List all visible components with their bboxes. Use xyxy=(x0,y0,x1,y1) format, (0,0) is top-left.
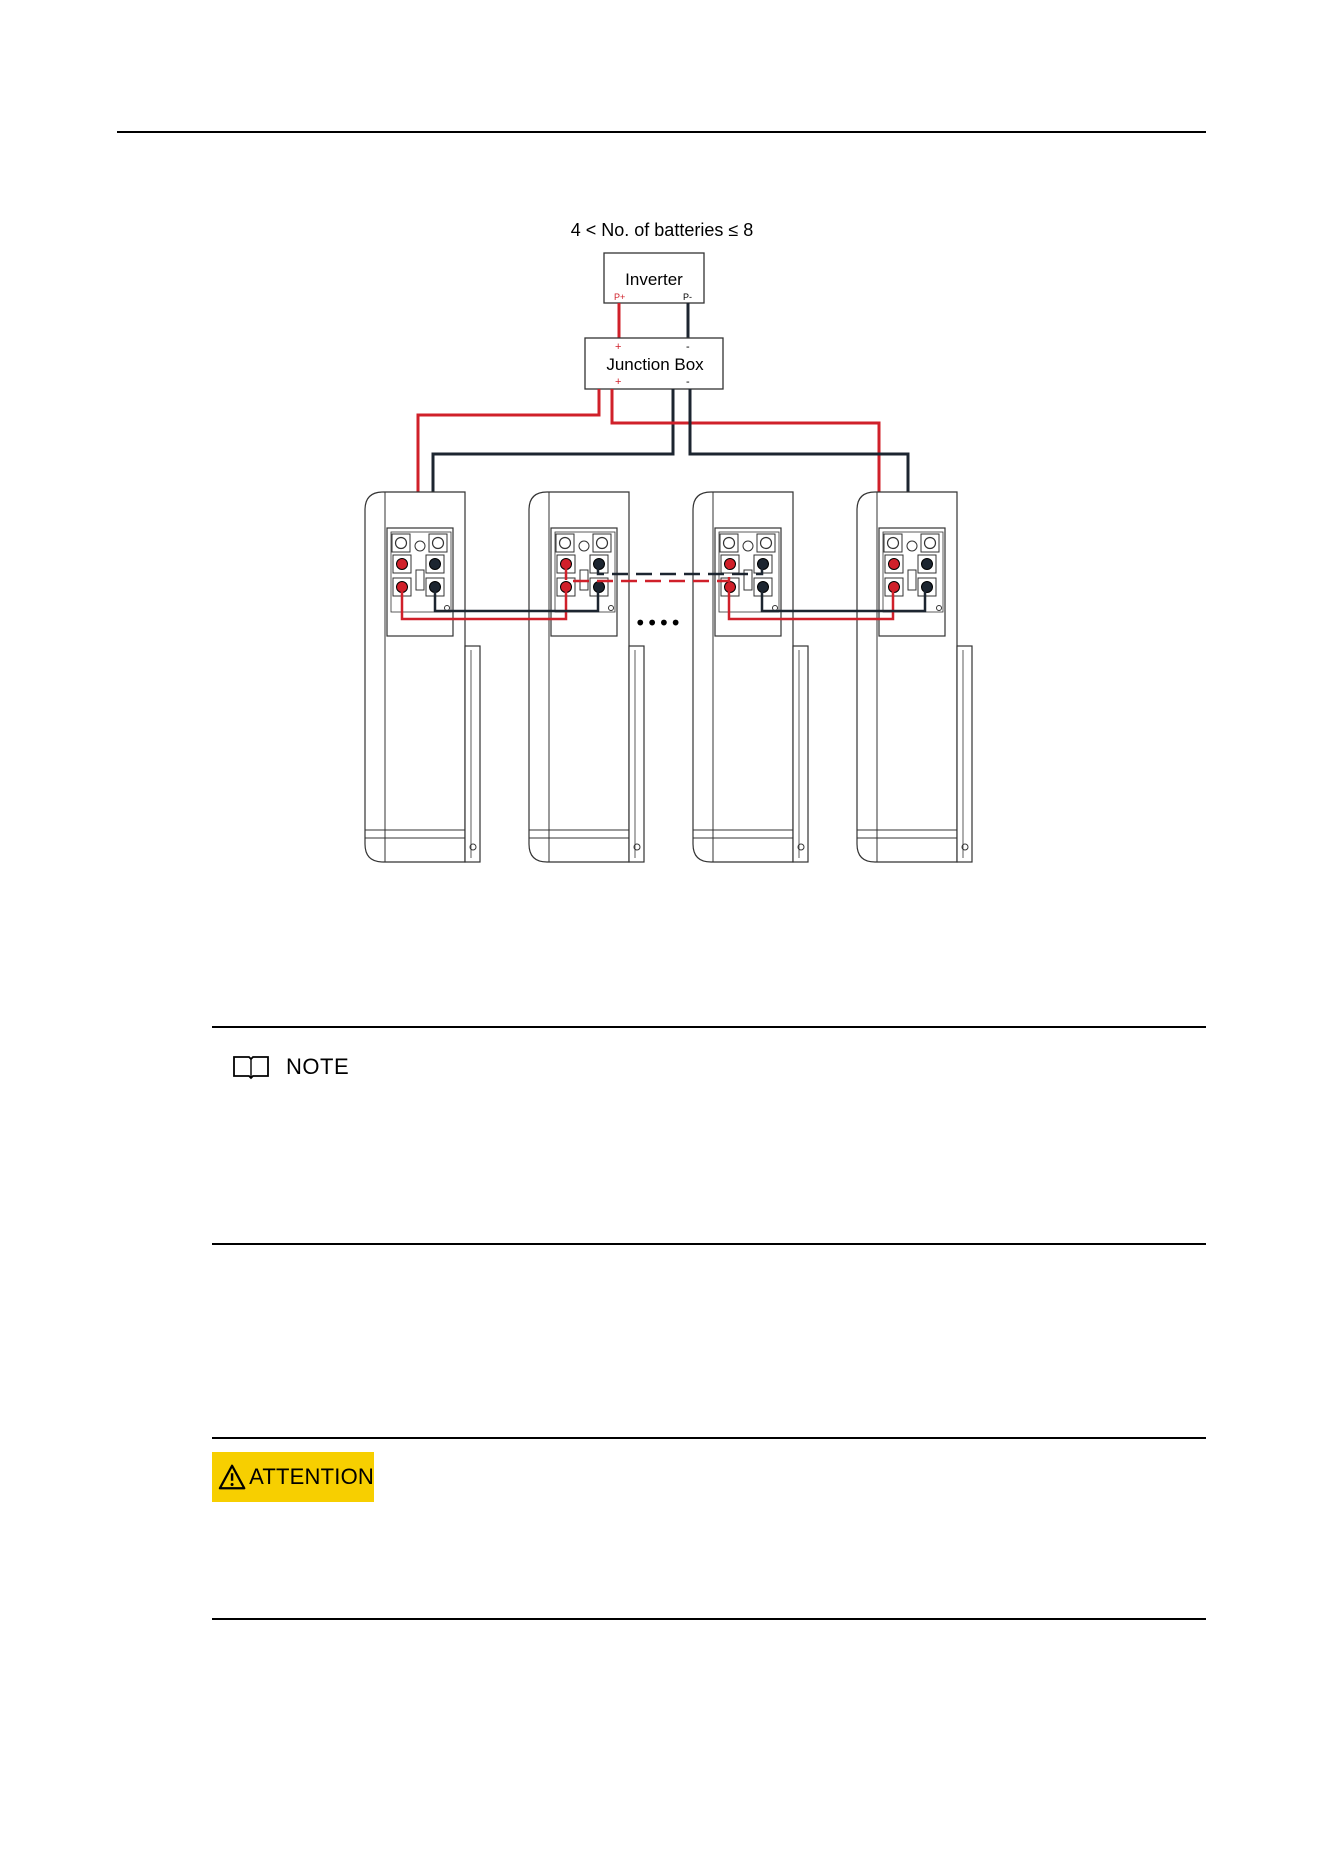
battery-4-terminal-1-plug xyxy=(889,559,900,570)
battery-3-side-module xyxy=(793,646,808,862)
battery-4-terminal-2-plug xyxy=(922,559,933,570)
battery-1-comm-port-2 xyxy=(429,534,447,552)
battery-4-comm-port-2 xyxy=(921,534,939,552)
note-top-rule xyxy=(212,1026,1206,1028)
note-bottom-rule xyxy=(212,1243,1206,1245)
junction-bot-neg: - xyxy=(686,376,690,388)
battery-3-comm-port-1 xyxy=(720,534,738,552)
attention-badge xyxy=(212,1452,374,1502)
battery-4-switch xyxy=(908,570,916,590)
attention-label: ATTENTION xyxy=(249,1464,374,1489)
warning-triangle-icon xyxy=(218,1463,246,1491)
junction-box-label: Junction Box xyxy=(606,355,704,374)
battery-1-switch xyxy=(416,570,424,590)
battery-2-comm-port-2 xyxy=(593,534,611,552)
battery-4-comm-port-1 xyxy=(884,534,902,552)
book-icon xyxy=(232,1054,270,1080)
attention-top-rule xyxy=(212,1437,1206,1439)
battery-wiring-diagram xyxy=(0,0,1324,900)
battery-1-side-module xyxy=(465,646,480,862)
inverter-pos-label: P+ xyxy=(614,292,626,302)
battery-2-comm-port-1 xyxy=(556,534,574,552)
junction-top-pos: + xyxy=(615,341,622,353)
note-header xyxy=(232,1054,349,1080)
battery-4-terminal-4-plug xyxy=(922,582,933,593)
junction-top-neg: - xyxy=(686,341,690,353)
battery-2-side-module xyxy=(629,646,644,862)
battery-1-terminal-2-plug xyxy=(430,559,441,570)
attention-bottom-rule xyxy=(212,1618,1206,1620)
junction-bot-pos: + xyxy=(615,376,622,388)
battery-3-comm-port-2 xyxy=(757,534,775,552)
battery-4-side-module xyxy=(957,646,972,862)
inverter-label: Inverter xyxy=(625,270,683,289)
inverter-neg-label: P- xyxy=(683,292,692,302)
battery-1-comm-port-1 xyxy=(392,534,410,552)
more-batteries-ellipsis: •••• xyxy=(634,611,682,635)
battery-units xyxy=(365,492,972,862)
battery-1-terminal-1-plug xyxy=(397,559,408,570)
note-label: NOTE xyxy=(286,1054,350,1079)
diagram-title: 4 < No. of batteries ≤ 8 xyxy=(570,220,754,240)
